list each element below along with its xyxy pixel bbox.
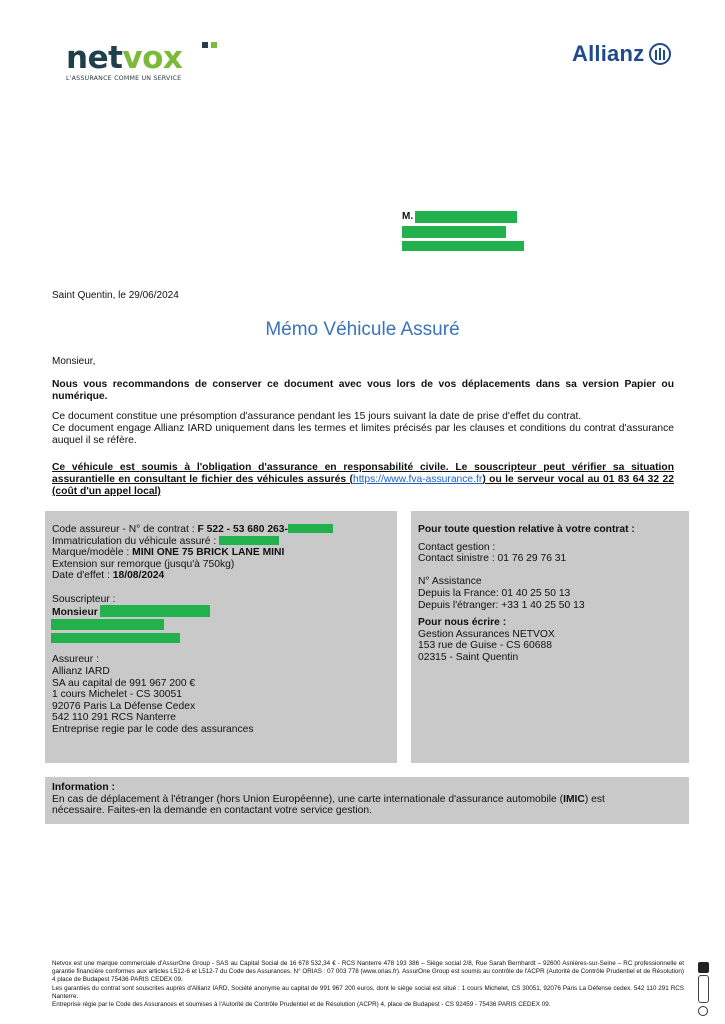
assistance-label: N° Assistance xyxy=(418,576,482,588)
footer-paragraph: Les garanties du contrat sont souscrites auprès d'Allianz IARD, Société anonyme au capital de 991 967 200 euros, dont le siège social est situé : 1 cours Michelet, CS 30051, 92076 Paris La Défense cedex. 542 110 291 RCS Nanterre. xyxy=(52,984,684,1000)
redacted-recipient-name xyxy=(415,211,517,223)
allianz-wordmark: Allianz xyxy=(572,41,645,66)
presumption-line2: Ce document engage Allianz IARD uniquement dans les termes et limites précisés par les clauses et conditions du contrat d'assurance auquel il se réfère. xyxy=(52,423,674,446)
redacted-registration xyxy=(219,536,279,545)
contact-gestion: Contact gestion : xyxy=(418,541,496,553)
subscriber-name: Monsieur xyxy=(52,605,397,619)
contract-info-box xyxy=(45,511,397,763)
vehicle-model: Marque/modèle : MINI ONE 75 BRICK LANE MINI xyxy=(52,547,285,559)
logo-square-dark xyxy=(202,42,208,48)
information-text: En cas de déplacement à l'étranger (hors Union Européenne), une carte internationale d'assurance automobile (IMIC) est nécessaire. Faites-en la demande en contactant votre service gestion. xyxy=(52,793,605,817)
contact-info-box xyxy=(411,511,689,763)
insurer-line: 542 110 291 RCS Nanterre xyxy=(52,712,177,724)
insurer-line: SA au capital de 991 967 200 € xyxy=(52,677,196,689)
insurer-line: 1 cours Michelet - CS 30051 xyxy=(52,689,182,701)
recipient-salutation: M. xyxy=(402,211,414,222)
page-title: Mémo Véhicule Assuré xyxy=(265,319,460,340)
recommendation-text: Nous vous recommandons de conserver ce document avec vous lors de vos déplacements dans sa version Papier ou numérique. xyxy=(52,379,674,402)
redacted-subscriber-name xyxy=(100,605,210,617)
obligation-text: Ce véhicule est soumis à l'obligation d'assurance en responsabilité civile. Le souscripteur peut vérifier sa situation assurantielle en consultant le fichier des véhicules assurés (https://www.fva-assurance.fr) ou le serveur vocal au 01 83 64 32 22 (coût d'un appel local) xyxy=(52,462,674,497)
subscriber-label: Souscripteur : xyxy=(52,593,116,605)
contact-sinistre: Contact sinistre : 01 76 29 76 31 xyxy=(418,553,567,565)
insurer-line: Allianz IARD xyxy=(52,665,110,677)
allianz-eagle-icon xyxy=(649,43,671,65)
redacted-address-line2 xyxy=(402,241,524,251)
information-heading: Information : xyxy=(52,782,115,793)
allianz-logo xyxy=(572,41,671,67)
information-box xyxy=(45,777,689,824)
vehicle-registration: Immatriculation du véhicule assuré : xyxy=(52,536,397,548)
insurer-line: Entreprise regie par le code des assurances xyxy=(52,723,254,735)
netvox-tagline: L'ASSURANCE COMME UN SERVICE xyxy=(66,75,182,82)
write-address-line: 02315 - Saint Quentin xyxy=(418,651,519,663)
netvox-logo xyxy=(66,42,182,82)
presumption-line1: Ce document constitue une présomption d'assurance pendant les 15 jours suivant la date de prise d'effet du contrat. xyxy=(52,411,582,422)
trailer-extension: Extension sur remorque (jusqu'à 750kg) xyxy=(52,558,235,570)
write-address-line: 153 rue de Guise - CS 60688 xyxy=(418,640,552,652)
redacted-subscriber-address2 xyxy=(51,633,180,643)
recycle-print-icon xyxy=(698,962,710,1016)
write-address-line: Gestion Assurances NETVOX xyxy=(418,628,555,640)
effect-date: Date d'effet : 18/08/2024 xyxy=(52,570,165,582)
insurer-line: 92076 Paris La Défense Cedex xyxy=(52,700,196,712)
assistance-france: Depuis la France: 01 40 25 50 13 xyxy=(418,587,571,599)
footer-paragraph: Entreprise régie par le Code des Assurances et soumises à l'Autorité de Contrôle Prudentiel et de Résolution (ACPR) 4, place de Budapest - CS 92459 - 75436 PARIS CEDEX 09. xyxy=(52,1001,551,1009)
insurer-label: Assureur : xyxy=(52,654,99,666)
fva-link[interactable]: https://www.fva-assurance.fr xyxy=(352,474,483,485)
place-date: Saint Quentin, le 29/06/2024 xyxy=(52,290,179,301)
assistance-abroad: Depuis l'étranger: +33 1 40 25 50 13 xyxy=(418,599,585,611)
legal-footer xyxy=(52,960,684,1009)
greeting: Monsieur, xyxy=(52,356,96,367)
write-heading: Pour nous écrire : xyxy=(418,617,507,629)
logo-square-green xyxy=(211,42,217,48)
redacted-subscriber-address1 xyxy=(51,619,164,630)
netvox-wordmark: netvox xyxy=(66,40,183,76)
contract-number: Code assureur - N° de contrat : F 522 - 53 680 263- xyxy=(52,524,397,536)
redacted-contract-suffix xyxy=(288,524,333,533)
footer-paragraph: Netvox est une marque commerciale d'AssurOne Group - SAS au Capital Social de 16 678 532,34 € - RCS Nanterre 478 193 386 – Siège social 2/8, Rue Sarah Bernhardt – 92600 Asnières-sur-Seine – RC professionnelle et garantie financière conformes aux articles L512-6 et L512-7 du Code des Assurances. N° ORIAS : 07 003 778 (www.orias.fr). AssurOne Group est soumis au contrôle de l'ACPR (Autorité de Contrôle Prudentiel et de Résolution) 4 place de Budapest 75436 PARIS CEDEX 09. xyxy=(52,960,684,984)
contact-heading: Pour toute question relative à votre contrat : xyxy=(418,524,635,535)
redacted-address-line1 xyxy=(402,226,506,238)
presumption-text xyxy=(52,411,674,447)
